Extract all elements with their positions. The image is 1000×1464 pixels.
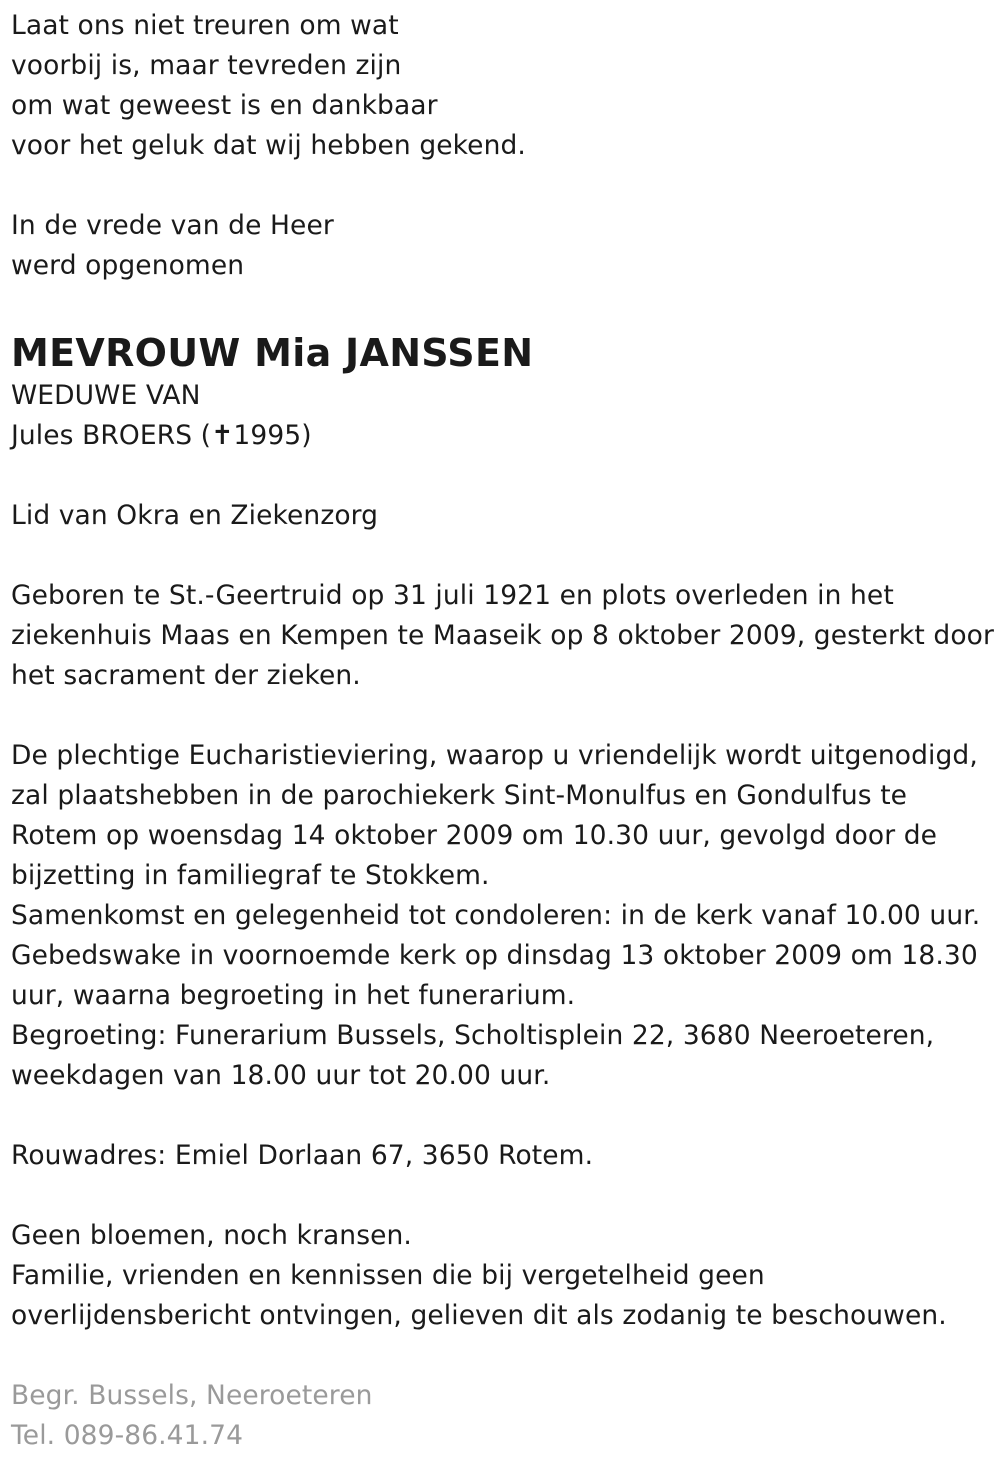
deceased-block — [11, 328, 996, 456]
notes-paragraph — [11, 1216, 996, 1336]
paragraph-line: Begroeting: Funerarium Bussels, Scholtisplein 22, 3680 Neeroeteren, — [11, 1020, 935, 1051]
intro — [11, 206, 996, 286]
poem-line: voor het geluk dat wij hebben gekend. — [11, 130, 526, 161]
spacer — [11, 696, 996, 736]
mourning-address: Rouwadres: Emiel Dorlaan 67, 3650 Rotem. — [11, 1140, 594, 1171]
spacer — [11, 166, 996, 206]
membership: Lid van Okra en Ziekenzorg — [11, 500, 379, 531]
paragraph-line: het sacrament der zieken. — [11, 660, 361, 691]
paragraph-line: Gebedswake in voornoemde kerk op dinsdag 13 oktober 2009 om 18.30 — [11, 940, 978, 971]
intro-line: In de vrede van de Heer — [11, 210, 334, 241]
paragraph-line: Samenkomst en gelegenheid tot condoleren: in de kerk vanaf 10.00 uur. — [11, 900, 981, 931]
paragraph-line: Familie, vrienden en kennissen die bij vergetelheid geen — [11, 1260, 765, 1291]
birth-death-paragraph — [11, 576, 996, 696]
poem — [11, 6, 996, 166]
paragraph-line: overlijdensbericht ontvingen, gelieven dit als zodanig te beschouwen. — [11, 1300, 947, 1331]
widow-of-label: WEDUWE VAN — [11, 380, 201, 411]
spacer — [11, 1096, 996, 1136]
phone-number: Tel. 089-86.41.74 — [11, 1420, 244, 1451]
paragraph-line: bijzetting in familiegraf te Stokkem. — [11, 860, 490, 891]
funeral-home: Begr. Bussels, Neeroeteren — [11, 1380, 373, 1411]
paragraph-line: De plechtige Eucharistieviering, waarop u vriendelijk wordt uitgenodigd, — [11, 740, 978, 771]
spacer — [11, 1176, 996, 1216]
paragraph-line: weekdagen van 18.00 uur tot 20.00 uur. — [11, 1060, 551, 1091]
paragraph-line: Geboren te St.-Geertruid op 31 juli 1921 en plots overleden in het — [11, 580, 894, 611]
footer — [11, 1376, 996, 1456]
poem-line: voorbij is, maar tevreden zijn — [11, 50, 402, 81]
poem-line: Laat ons niet treuren om wat — [11, 10, 399, 41]
ceremony-paragraph — [11, 736, 996, 1096]
paragraph-line: uur, waarna begroeting in het funerarium. — [11, 980, 576, 1011]
spacer — [11, 286, 996, 326]
spacer — [11, 456, 996, 496]
spacer — [11, 536, 996, 576]
spouse-name: Jules BROERS (✝1995) — [11, 420, 312, 451]
paragraph-line: ziekenhuis Maas en Kempen te Maaseik op 8 oktober 2009, gesterkt door — [11, 620, 994, 651]
spacer — [11, 1336, 996, 1376]
paragraph-line: Geen bloemen, noch kransen. — [11, 1220, 412, 1251]
intro-line: werd opgenomen — [11, 250, 245, 281]
paragraph-line: Rotem op woensdag 14 oktober 2009 om 10.30 uur, gevolgd door de — [11, 820, 938, 851]
paragraph-line: zal plaatshebben in de parochiekerk Sint-Monulfus en Gondulfus te — [11, 780, 908, 811]
poem-line: om wat geweest is en dankbaar — [11, 90, 438, 121]
obituary-notice — [11, 6, 996, 1456]
deceased-name: MEVROUW Mia JANSSEN — [11, 331, 534, 375]
